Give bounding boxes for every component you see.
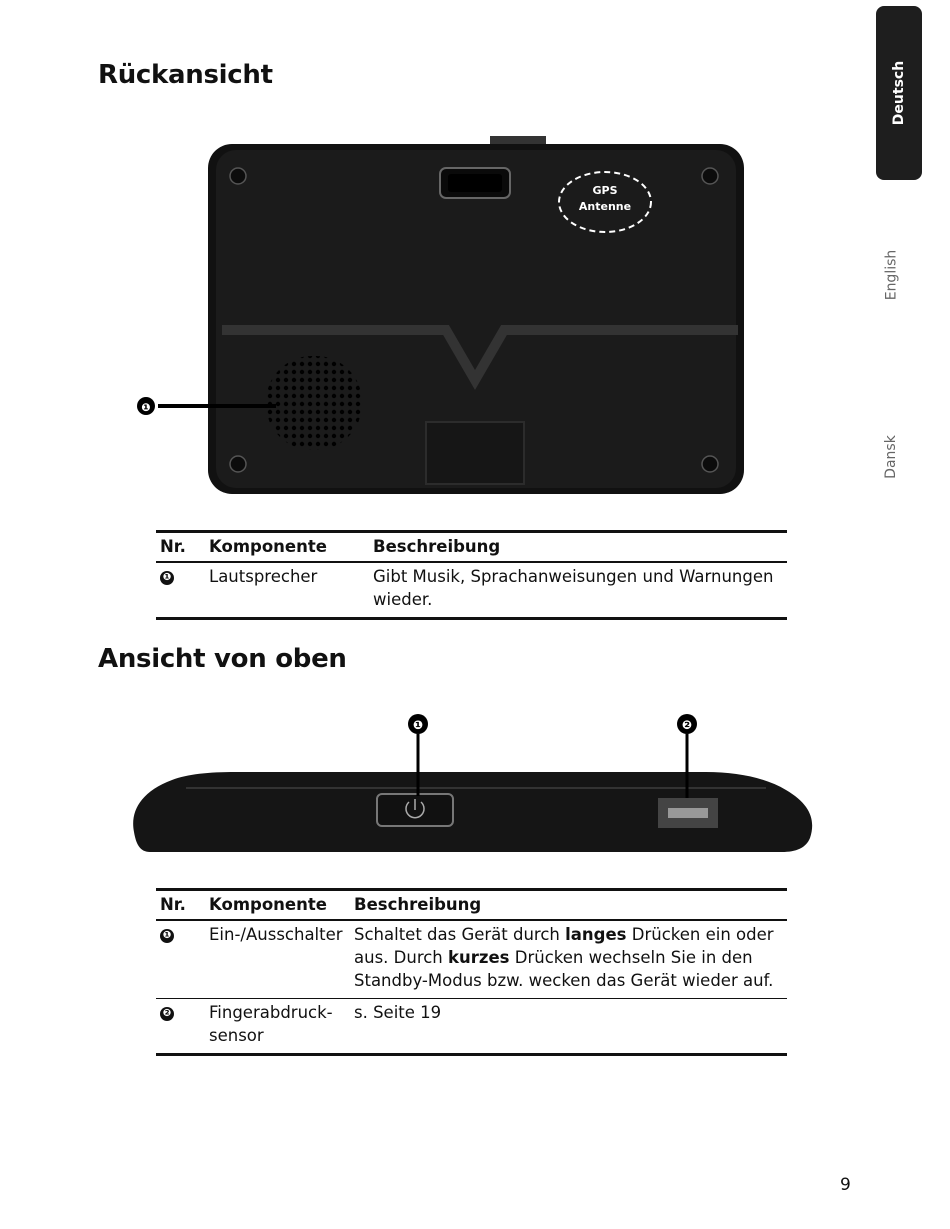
tab-english-label: English bbox=[883, 249, 899, 301]
row-nr bbox=[156, 562, 205, 619]
table-row bbox=[156, 920, 787, 999]
row-nr bbox=[156, 920, 205, 999]
number-badge: ❶ bbox=[160, 929, 174, 943]
device-top-illustration bbox=[126, 708, 816, 860]
col-header-nr: Nr. bbox=[156, 890, 205, 921]
tab-english[interactable] bbox=[868, 230, 914, 320]
page-number: 9 bbox=[840, 1175, 851, 1195]
callout-label-1: ❶ bbox=[141, 401, 151, 414]
number-badge: ❶ bbox=[160, 571, 174, 585]
row-description: Schaltet das Gerät durch langes Drücken ein oder aus. Durch kurzes Drücken wechseln Sie in den Standby-Modus bzw. wecken das Gerät wieder auf. bbox=[350, 920, 787, 999]
callout-top-1: ❶ bbox=[412, 718, 424, 732]
col-header-nr: Nr. bbox=[156, 532, 205, 563]
gps-label-line1: GPS bbox=[592, 184, 618, 197]
callout-top-2: ❷ bbox=[681, 718, 693, 732]
tab-deutsch-label: Deutsch bbox=[891, 60, 907, 126]
tab-dansk-label: Dansk bbox=[882, 435, 899, 479]
table-header-row bbox=[156, 890, 787, 921]
gps-label-line2: Antenne bbox=[578, 200, 632, 213]
row-description: Gibt Musik, Sprachanweisungen und Warnungen wieder. bbox=[369, 562, 787, 619]
screw-icon bbox=[702, 168, 718, 184]
device-top-edge bbox=[490, 136, 546, 144]
table-row bbox=[156, 562, 787, 619]
table-row bbox=[156, 999, 787, 1055]
speaker-grille bbox=[266, 356, 362, 450]
row-component: Fingerabdruck- sensor bbox=[205, 999, 350, 1055]
row-component: Ein-/Ausschalter bbox=[205, 920, 350, 999]
component-table-top bbox=[156, 888, 787, 1056]
component-table-rear bbox=[156, 530, 787, 620]
tab-deutsch[interactable] bbox=[876, 6, 922, 180]
screw-icon bbox=[702, 456, 718, 472]
number-badge: ❷ bbox=[160, 1007, 174, 1021]
screw-icon bbox=[230, 168, 246, 184]
row-nr bbox=[156, 999, 205, 1055]
screw-icon bbox=[230, 456, 246, 472]
device-rear-illustration bbox=[130, 128, 790, 508]
section-title-rear: Rückansicht bbox=[98, 60, 273, 90]
col-header-component: Komponente bbox=[205, 890, 350, 921]
row-description: s. Seite 19 bbox=[350, 999, 787, 1055]
col-header-description: Beschreibung bbox=[369, 532, 787, 563]
table-header-row bbox=[156, 532, 787, 563]
tab-dansk[interactable] bbox=[868, 412, 914, 502]
col-header-component: Komponente bbox=[205, 532, 369, 563]
col-header-description: Beschreibung bbox=[350, 890, 787, 921]
section-title-top: Ansicht von oben bbox=[98, 644, 347, 674]
row-component: Lautsprecher bbox=[205, 562, 369, 619]
